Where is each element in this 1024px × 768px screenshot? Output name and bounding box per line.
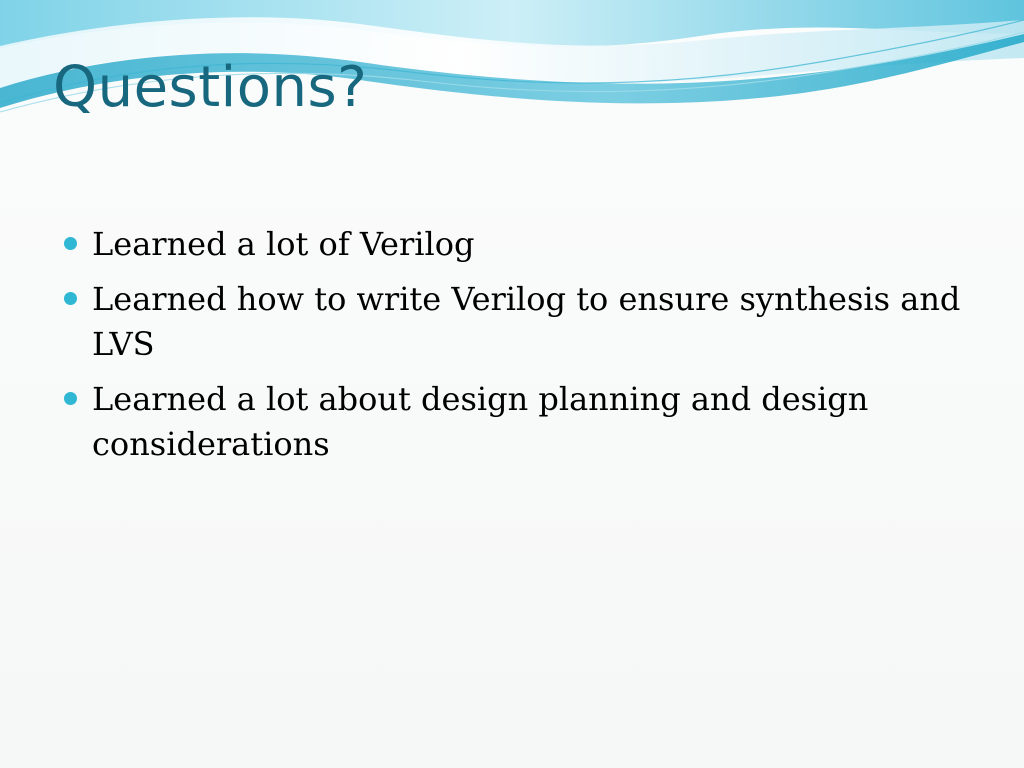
slide-title: Questions? (53, 55, 368, 120)
bullet-text: Learned a lot about design planning and design considerations (92, 380, 869, 463)
bullet-text: Learned a lot of Verilog (92, 225, 475, 263)
bullet-dot-icon (64, 237, 77, 250)
bullet-dot-icon (64, 392, 77, 405)
bullet-item (62, 222, 962, 267)
bullet-dot-icon (64, 292, 77, 305)
bullet-item (62, 377, 962, 467)
bullet-item (62, 277, 962, 367)
bullet-list (62, 222, 962, 477)
bullet-text: Learned how to write Verilog to ensure synthesis and LVS (92, 280, 961, 363)
